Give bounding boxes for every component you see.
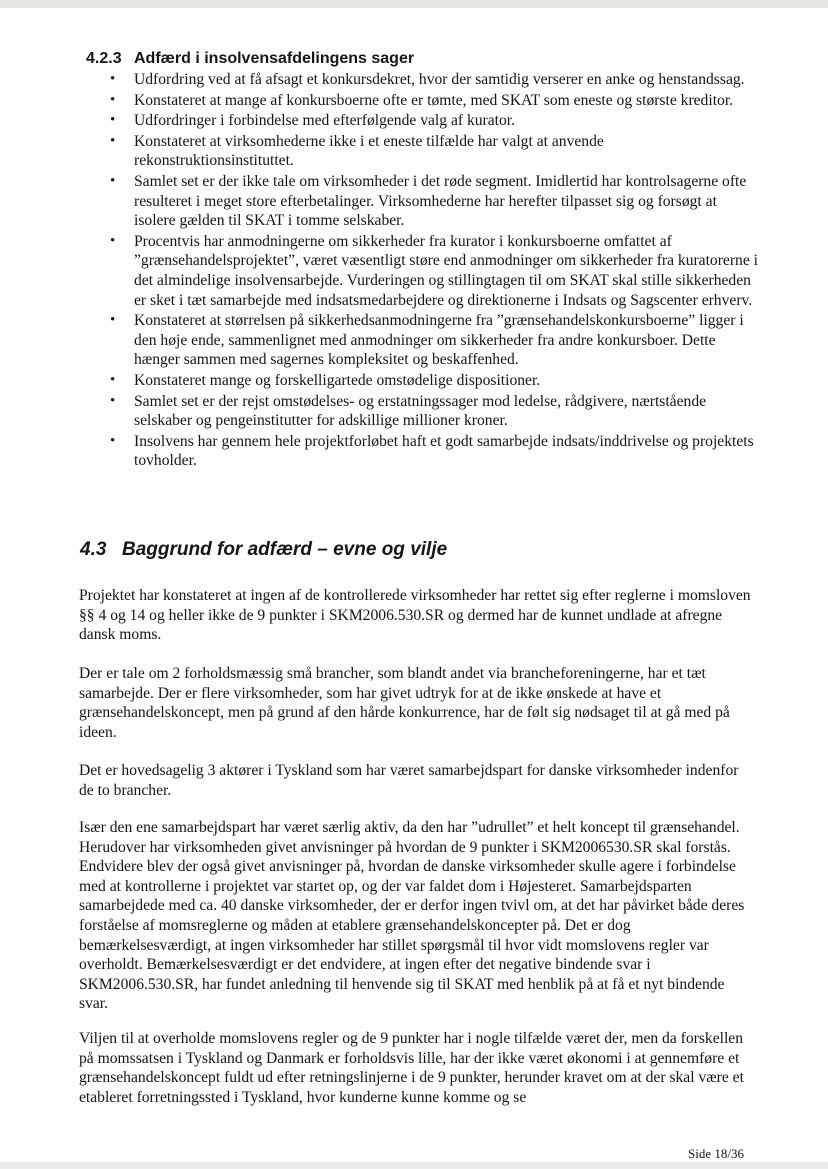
list-item-text: Konstateret at størrelsen på sikkerhedsanmodningerne fra ”grænsehandelskonkursboerne” ligger i den høje ende, sammenlignet med anmodninger om sikkerheder fra andre konkursboer. Dette hænger sammen med sagernes kompleksitet og beskaffenhed. xyxy=(134,312,744,369)
bullet-icon: • xyxy=(110,132,116,149)
list-item-text: Konstateret at mange af konkursboerne ofte er tømte, med SKAT som eneste og største kreditor. xyxy=(134,91,734,109)
bullet-icon: • xyxy=(110,371,116,388)
bullet-icon: • xyxy=(110,392,116,409)
bullet-icon: • xyxy=(110,71,116,87)
body-paragraph: Der er tale om 2 forholdsmæssig små brancher, som blandt andet via brancheforeningerne, har et tæt samarbejde. Der er flere virksomheder, som har givet udtryk for at de ikke ønskede at have et grænsehandelskoncept, men på grund af den hårde konkurrence, har de følt sig nødsaget til at gå med på ideen. xyxy=(79,665,730,741)
scan-top-edge xyxy=(0,0,828,8)
body-paragraph: Især den ene samarbejdspart har været særlig aktiv, da den har ”udrullet” et helt koncept til grænsehandel. Herudover har virksomheden givet anvisninger på hvordan de 9 punkter i SKM2006530.SR skal forstås. Endvidere blev der også givet anvisninger på, hvordan de danske virksomheder skulle agere i forbindelse med at kontrollerne i projektet var startet op, og der var faldet dom i Højesteret. Samarbejdsparten samarbejdede med ca. 40 danske virksomheder, der er derfor ingen tvivl om, at det har påvirket både deres forståelse af momsreglerne og måden at etablere grænsehandelskoncepter på. Det er dog bemærkelsesværdigt, at ingen virksomheder har stillet spørgsmål til hvor vidt momslovens regler var overholdt. Bemærkelsesværdigt er det endvidere, at ingen efter det negative bindende svar i SKM2006.530.SR, har fundet anledning til henvende sig til SKAT med henblik på at få et nyt bindende svar. xyxy=(79,819,745,1013)
section-heading-4-2-3 xyxy=(86,50,414,68)
page-number: Side 18/36 xyxy=(688,1146,744,1161)
scan-bottom-edge xyxy=(0,1162,828,1169)
bullet-icon: • xyxy=(110,112,116,129)
list-item xyxy=(80,432,760,471)
list-item-text: Udfordringer i forbindelse med efterfølgende valg af kurator. xyxy=(134,112,516,130)
list-item-text: Samlet set er der ikke tale om virksomheder i det røde segment. Imidlertid har kontrolsagerne ofte resulteret i meget store efterbetalinger. Virksomhederne har herefter tilpasset sig og forsøgt at isolere gælden til SKAT i tomme selskaber. xyxy=(134,172,747,230)
list-item xyxy=(80,172,760,231)
bullet-icon: • xyxy=(110,172,116,189)
list-item xyxy=(80,371,760,391)
list-item xyxy=(80,111,760,131)
bullet-icon: • xyxy=(110,312,116,329)
section-number: 4.3 xyxy=(80,539,107,560)
list-item xyxy=(80,70,760,90)
list-item-text: Udfordring ved at få afsagt et konkursdekret, hvor der samtidig verserer en anke og henstandssag. xyxy=(134,71,745,88)
list-item-text: Procentvis har anmodningerne om sikkerheder fra kurator i konkursboerne omfattet af ”grænsehandelsprojektet”, været væsentligt støre end anmodninger om sikkerheder fra kuratorerne i det almindelige insolvensarbejde. Vurderingen og stillingtagen til om SKAT skal stille sikkerheden er sket i tæt samarbejde med indsatsmedarbejdere og direktionerne i Indsats og Sagscenter erhverv. xyxy=(134,232,758,309)
section-number: 4.2.3 xyxy=(86,50,122,67)
bullet-list xyxy=(80,70,760,472)
body-paragraph: Viljen til at overholde momslovens regler og de 9 punkter har i nogle tilfælde været der, men da forskellen på momssatsen i Tyskland og Danmark er forholdsvis lille, har der ikke været økonomi i at gennemføre et grænsehandelskoncept fuldt ud efter retningslinjerne i de 9 punkter, herunder kravet om at der skal være et etableret forretningssted i Tyskland, hvor kunderne kunne komme og se xyxy=(79,1030,744,1106)
list-item-text: Konstateret mange og forskelligartede omstødelige dispositioner. xyxy=(134,371,541,389)
body-paragraph: Projektet har konstateret at ingen af de kontrollerede virksomheder har rettet sig efter reglerne i momsloven §§ 4 og 14 og heller ikke de 9 punkter i SKM2006.530.SR og dermed har de kunnet undlade at afregne dansk moms. xyxy=(79,587,751,644)
bullet-icon: • xyxy=(110,432,116,449)
section-heading-4-3 xyxy=(80,539,447,561)
list-item-text: Insolvens har gennem hele projektforløbet haft et godt samarbejde indsats/inddrivelse og projektets tovholder. xyxy=(134,432,754,470)
list-item xyxy=(80,132,760,171)
section-title: Baggrund for adfærd – evne og vilje xyxy=(122,539,448,560)
bullet-icon: • xyxy=(110,91,116,108)
list-item-text: Konstateret at virksomhederne ikke i et eneste tilfælde har valgt at anvende rekonstruktionsinstituttet. xyxy=(134,132,604,170)
list-item xyxy=(80,232,760,310)
list-item-text: Samlet set er der rejst omstødelses- og erstatningssager mod ledelse, rådgivere, nærtstående selskaber og pengeinstitutter for adskillige millioner kroner. xyxy=(134,392,707,430)
list-item xyxy=(80,392,760,431)
list-item xyxy=(80,311,760,370)
list-item xyxy=(80,91,760,111)
body-paragraph: Det er hovedsagelig 3 aktører i Tyskland som har været samarbejdspart for danske virksomheder indenfor de to brancher. xyxy=(79,762,739,799)
section-title: Adfærd i insolvensafdelingens sager xyxy=(134,50,415,67)
bullet-icon: • xyxy=(110,232,116,249)
